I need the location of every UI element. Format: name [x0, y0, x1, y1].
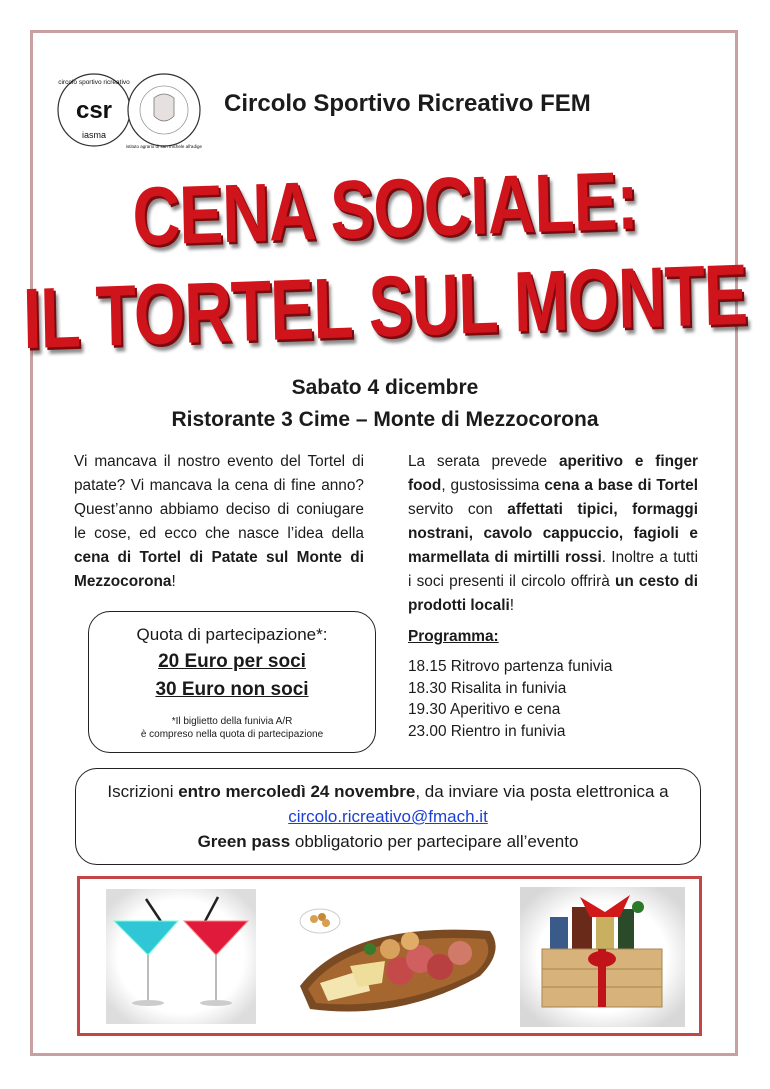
green-pass: Green pass	[197, 832, 291, 851]
email-link[interactable]: circolo.ricreativo@fmach.it	[288, 807, 488, 826]
csr-logo	[54, 68, 204, 152]
menu-text-4: . Inoltre a tutti i soci presenti il circolo offrirà	[408, 549, 698, 590]
quota-note-2: è compreso nella quota di partecipazione	[140, 729, 324, 740]
intro-bold: cena di Tortel di Patate sul Monte di Mezzocorona	[74, 549, 364, 590]
menu-bold-1: aperitivo e finger food	[408, 453, 699, 494]
quota-note	[89, 715, 375, 741]
menu-text-5: !	[509, 597, 515, 614]
menu-paragraph	[408, 450, 698, 618]
cocktails-image	[106, 889, 256, 1024]
gift-basket-image	[520, 887, 685, 1027]
event-venue: Ristorante 3 Cime – Monte di Mezzocorona	[171, 408, 599, 431]
logo-text: circolo sportivo ricreativo	[58, 79, 130, 86]
logo-letters: csr	[75, 97, 113, 124]
quota-box	[88, 611, 376, 753]
menu-bold-4: un cesto di prodotti locali	[408, 573, 698, 614]
iscrizioni-box	[75, 768, 701, 865]
menu-text-3: servito con	[408, 501, 508, 518]
quota-soci: 20 Euro per soci	[158, 651, 306, 672]
programma-item: 18.15 Ritrovo partenza funivia	[408, 658, 613, 675]
headline-line1: CENA SOCIALE:	[131, 153, 639, 263]
logo-sub: iasma	[81, 130, 107, 140]
photo-strip	[77, 876, 702, 1036]
iscr-text-3: obbligatorio per partecipare all’evento	[290, 832, 579, 851]
intro-text: Vi mancava il nostro evento del Tortel di patate? Vi mancava la cena di fine anno? Quest’anno abbiamo deciso di coniugare le cose, ed ecco che nasce l’idea della	[74, 453, 364, 542]
programma-item: 18.30 Risalita in funivia	[408, 679, 567, 697]
quota-note-1: *Il biglietto della funivia A/R	[171, 716, 293, 727]
menu-bold-3: affettati tipici, formaggi nostrani, cavolo cappuccio, fagioli e marmellata di mirtilli rossi	[408, 501, 698, 566]
quota-non-soci: 30 Euro non soci	[155, 679, 309, 700]
programma	[408, 628, 708, 742]
iscr-text-1: Iscrizioni	[107, 782, 179, 801]
programma-title: Programma:	[408, 628, 499, 645]
event-date: Sabato 4 dicembre	[291, 376, 479, 399]
menu-text-1: La serata prevede	[408, 453, 559, 470]
iscr-text-2: , da inviare via posta elettronica a	[415, 782, 669, 801]
org-title: Circolo Sportivo Ricreativo FEM	[224, 90, 591, 117]
programma-item: 23.00 Rientro in funivia	[408, 722, 566, 740]
menu-text-2: , gustosissima	[441, 477, 545, 494]
quota-title: Quota di partecipazione*:	[136, 625, 328, 644]
iscr-deadline: entro mercoledì 24 novembre	[178, 782, 416, 801]
headline-line2: IL TORTEL SUL MONTE	[22, 245, 748, 367]
intro-end: !	[171, 573, 176, 590]
programma-item: 19.30 Aperitivo e cena	[408, 701, 561, 718]
food-board-image	[290, 891, 505, 1026]
menu-bold-2: cena a base di Tortel	[544, 477, 698, 494]
logo-ring: istituto agrario di san michele all'adige	[126, 144, 202, 149]
intro-paragraph	[74, 450, 364, 594]
